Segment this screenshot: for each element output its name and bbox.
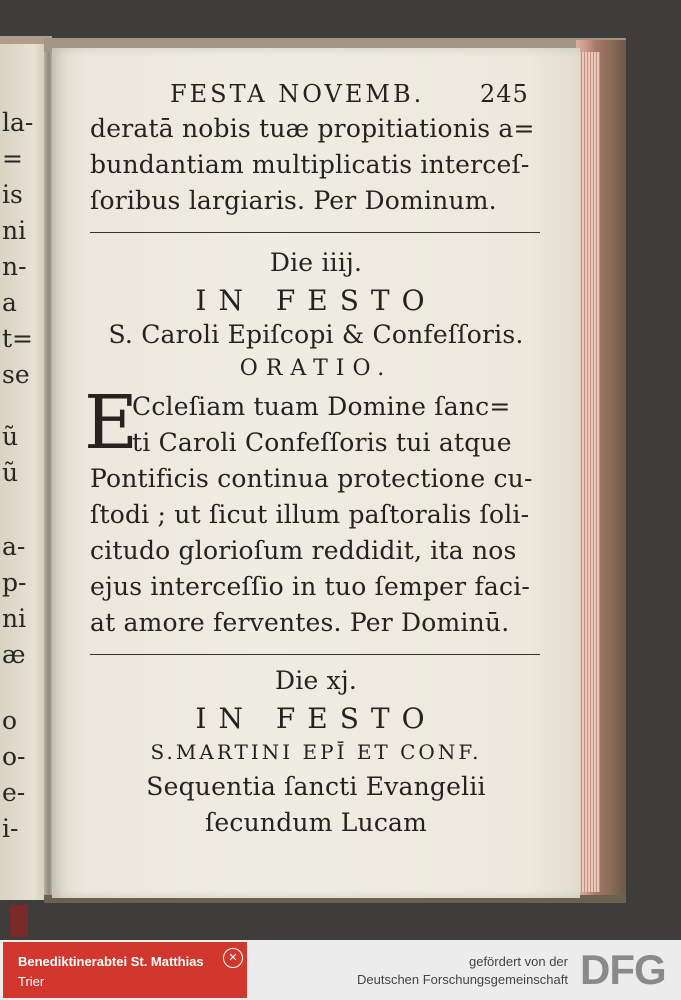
left-fragment: a- [2, 532, 26, 561]
left-fragment: t= [2, 324, 33, 353]
section-divider [90, 654, 540, 655]
left-fragment: ũ [2, 422, 19, 451]
feast-saint: S.MARTINI EPĪ ET CONF. [150, 740, 482, 764]
dfg-logo[interactable]: DFG [580, 946, 666, 993]
funder-name: Deutschen Forschungsgemeinschaft [356, 972, 568, 987]
left-fragment: o- [2, 742, 26, 771]
left-fragment: ni [2, 216, 27, 245]
oratio-heading: ORATIO. [239, 356, 393, 381]
gospel-line: Sequentia ſancti Evangelii [146, 772, 486, 801]
left-fragment: is [2, 180, 23, 209]
prayer-line: at amore ferventes. Per Dominū. [90, 608, 510, 637]
left-fragment: ũ [2, 458, 19, 487]
left-fragment: = [2, 144, 23, 173]
feast-saint: S. Caroli Epiſcopi & Confeſſoris. [108, 320, 524, 349]
text-line: deratā nobis tuæ propitiationis a= [90, 114, 535, 143]
prayer-line: Ccleſiam tuam Domine ſanc= [132, 392, 511, 421]
feast-date: Die xj. [275, 666, 357, 695]
left-facing-page [0, 44, 48, 900]
left-fragment: p- [2, 568, 27, 597]
institution-logo-link[interactable] [3, 942, 247, 998]
text-line: ſoribus largiaris. Per Dominum. [90, 186, 497, 215]
bookmark-ribbon [10, 905, 28, 937]
left-fragment: la- [2, 108, 34, 137]
left-fragment: se [2, 360, 30, 389]
left-fragment: æ [2, 640, 26, 669]
left-fragment: ni [2, 604, 27, 633]
left-fragment: a [2, 288, 17, 317]
institution-city: Trier [18, 974, 45, 989]
funding-note: gefördert von der [468, 954, 568, 969]
left-fragment: e- [2, 778, 26, 807]
feast-heading: IN FESTO [195, 284, 437, 317]
left-fragment: i- [2, 814, 19, 843]
prayer-line: ti Caroli Confeſſoris tui atque [132, 428, 512, 457]
section-divider [90, 232, 540, 233]
prayer-line: citudo glorioſum reddidit, ita nos [90, 536, 517, 565]
footer-bar [0, 940, 681, 1000]
left-fragment: o [2, 706, 18, 735]
right-page [52, 48, 580, 898]
running-title: FESTA NOVEMB. [170, 80, 425, 108]
abbey-emblem-icon: ✕ [223, 948, 243, 968]
left-fragment: n- [2, 252, 27, 281]
text-line: bundantiam multiplicatis interceſ- [90, 150, 530, 179]
page-number: 245 [480, 80, 529, 108]
prayer-line: ſtodi ; ut ſicut illum paſtoralis ſoli- [90, 500, 530, 529]
feast-heading: IN FESTO [195, 702, 437, 735]
prayer-line: Pontificis continua protectione cu- [90, 464, 533, 493]
feast-date: Die iiij. [269, 248, 363, 277]
gospel-line: ſecundum Lucam [204, 808, 428, 837]
drop-capital: E [84, 380, 139, 466]
prayer-line: ejus interceſſio in tuo ſemper faci- [90, 572, 531, 601]
institution-name: Benediktinerabtei St. Matthias [18, 954, 204, 969]
